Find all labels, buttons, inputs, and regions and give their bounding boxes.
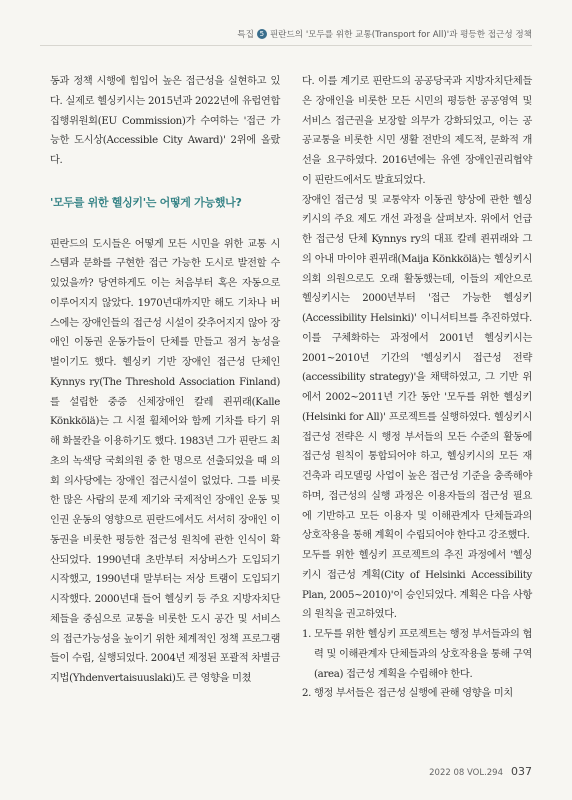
page-footer — [429, 765, 532, 778]
left-column — [50, 72, 280, 689]
list-number: 2. — [302, 688, 312, 700]
paragraph: 핀란드의 도시들은 어떻게 모든 시민을 위한 교통 시스템과 문화를 구현한 접근 가능한 도시로 발전할 수 있었을까? 당연하게도 이는 처음부터 혹은 자동으로 이루어지지 않았다. 1970년대까지만 해도 기차나 버스에는 장애인들의 접근성 시설이 갖추어지지 않아 장애인 이동권 운동가들이 단체를 만들고 점거 농성을 벌이기도 했다. 헬싱키 기반 장애인 접근성 단체인 Kynnys ry(The Threshold Association Finland)를 설립한 중증 신체장애인 칼레 쾬뀌래(Kalle Könkkölä)는 그 시절 휠체어와 함께 기차를 타기 위해 화물칸을 이용하기도 했다. 1983년 그가 핀란드 최초의 녹색당 국회의원 중 한 명으로 선출되었을 때 의회 의사당에는 장애인 접근시설이 없었다. 그를 비롯한 많은 사람의 문제 제기와 국제적인 장애인 운동 및 인권 운동의 영향으로 핀란드에서도 서서히 장애인 이동권을 비롯한 평등한 접근성 원칙에 관한 인식이 확산되었다. 1990년대 초반부터 저상버스가 도입되기 시작했고, 1990년대 말부터는 저상 트램이 도입되기 시작했다. 2000년대 들어 헬싱키 등 주요 지방자치단체들을 중심으로 교통을 비롯한 도시 공간 및 서비스의 접근가능성을 높이기 위한 체계적인 정책 프로그램들이 수립, 실행되었다. 2004년 제정된 포괄적 차별금지법(Yhdenvertaisuuslaki)도 큰 영향을 미쳤 — [50, 238, 280, 684]
header-divider — [40, 45, 532, 46]
list-text: 모두를 위한 헬싱키 프로젝트는 행정 부서들과의 협력 및 이해관계자 단체들과의 상호작용을 통해 구역(area) 접근성 계획을 수립해야 한다. — [314, 629, 532, 680]
list-number: 1. — [302, 629, 312, 640]
right-column — [302, 72, 532, 704]
issue-info: 2022 08 VOL.294 — [429, 768, 503, 778]
paragraph: 동과 정책 시행에 힘입어 높은 접근성을 실현하고 있다. 실제로 헬싱키시는 2015년과 2022년에 유럽연합집행위원회(EU Commission)가 수여하는 '접근 가능한 도시상(Accessible City Award)' 2위에 올랐다. — [50, 76, 280, 166]
paragraph: 모두를 위한 헬싱키 프로젝트의 추진 과정에서 '헬싱키시 접근성 계획(City of Helsinki Accessibility Plan, 2005~2010)'이 승인되었다. 계획은 다음 사항의 원칙을 권고하였다. — [302, 550, 533, 621]
header-title: 핀란드의 '모두를 위한 교통(Transport for All)'과 평등한 접근성 정책 — [269, 30, 532, 40]
section-number-badge: 5 — [257, 29, 267, 39]
list-text: 행정 부서들은 접근성 실행에 관해 영향을 미치 — [314, 688, 513, 700]
running-header — [237, 28, 532, 40]
list-item — [302, 625, 532, 684]
list-item — [302, 684, 532, 704]
paragraph: 다. 이를 계기로 핀란드의 공공당국과 지방자치단체들은 장애인을 비롯한 모든 시민의 평등한 공공영역 및 서비스 접근권을 보장할 의무가 강화되었고, 이는 공공교통을 비롯한 시민 생활 전반의 제도적, 문화적 개선을 요구하였다. 2016년에는 유엔 장애인권리협약이 핀란드에서도 발효되었다. — [302, 76, 532, 186]
page-number: 037 — [511, 765, 532, 778]
section-label: 특집 — [237, 30, 254, 40]
paragraph: 장애인 접근성 및 교통약자 이동권 향상에 관한 헬싱키시의 주요 제도 개선 과정을 살펴보자. 위에서 언급한 접근성 단체 Kynnys ry의 대표 칼레 쾬뀌래와 그의 아내 마이야 쾬뀌래(Maija Könkkölä)는 헬싱키시의회 의원으로도 오래 활동했는데, 이들의 제안으로 헬싱키시는 2000년부터 '접근 가능한 헬싱키(Accessibility Helsinki)' 이니셔티브를 추진하였다. 이를 구체화하는 과정에서 2001년 헬싱키시는 2001~2010년 기간의 '헬싱키시 접근성 전략(accessibility strategy)'을 채택하였고, 그 기반 위에서 2002~2011년 기간 동안 '모두를 위한 헬싱키(Helsinki for All)' 프로젝트를 실행하였다. 헬싱키시 접근성 전략은 시 행정 부서들의 모든 수준의 활동에 접근성 원칙이 통합되어야 하고, 헬싱키시의 모든 재건축과 리모델링 사업이 높은 접근성 기준을 충족해야 하며, 접근성의 실행 과정은 이용자들의 접근성 필요에 기반하고 모든 이용자 및 이해관계자 단체들과의 상호작용을 통해 계획이 수립되어야 한다고 강조했다. — [302, 194, 532, 542]
section-subheading: '모두를 위한 헬싱키'는 어떻게 가능했나? — [50, 195, 242, 209]
